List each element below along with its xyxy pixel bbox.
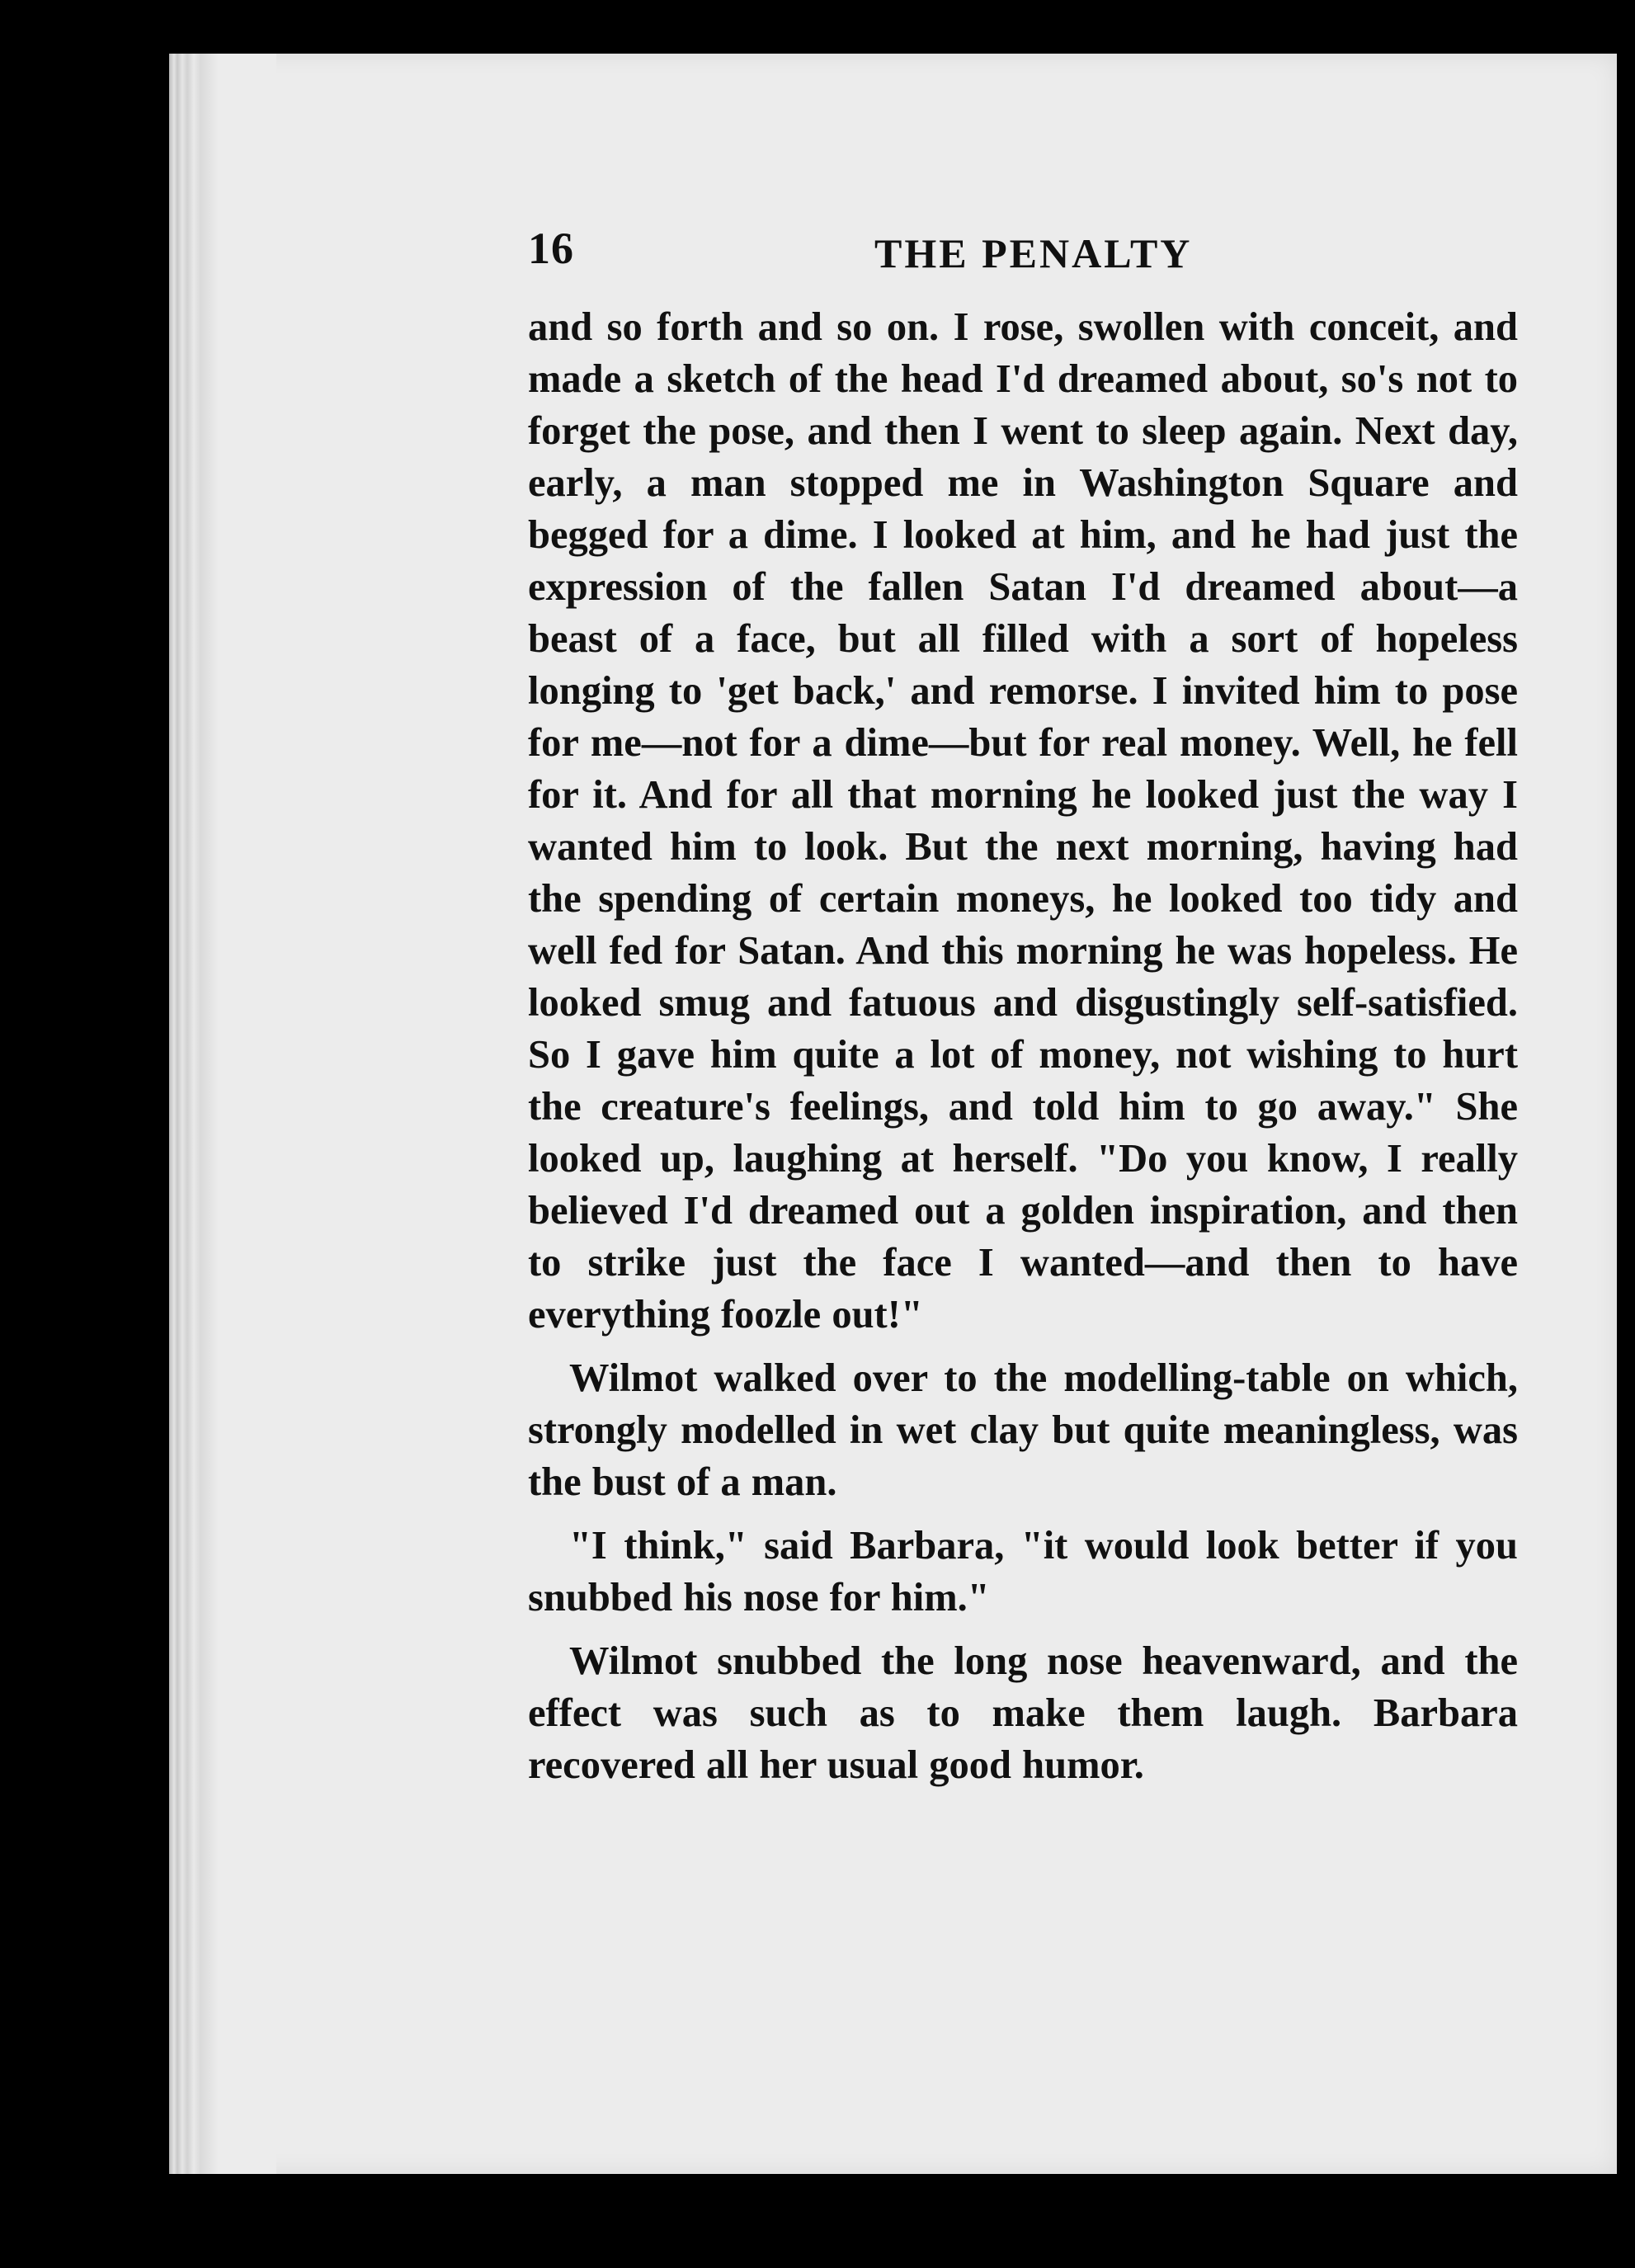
page-content	[528, 223, 1518, 1791]
running-title: THE PENALTY	[874, 230, 1193, 276]
paragraph-4: Wilmot snubbed the long nose heavenward, and the effect was such as to make them laugh. Barbara recovered all her usual good humor.	[528, 1639, 1518, 1787]
paragraph-1: and so forth and so on. I rose, swollen with conceit, and made a sketch of the head I'd dreamed about, so's not to forget the pose, and then I went to sleep again. Next day, early, a man stopped me in Washington Square and begged for a dime. I looked at him, and he had just the expression of the fallen Satan I'd dreamed about—a beast of a face, but all filled with a sort of hopeless longing to 'get back,' and remorse. I invited him to pose for me—not for a dime—but for real money. Well, he fell for it. And for all that morning he looked just the way I wanted him to look. But the next morning, having had the spending of certain moneys, he looked too tidy and well fed for Satan. And this morning he was hopeless. He looked smug and fatuous and disgustingly self-satisfied. So I gave him quite a lot of money, not wishing to hurt the creature's feelings, and told him to go away." She looked up, laughing at herself. "Do you know, I really believed I'd dreamed out a golden inspiration, and then to strike just the face I wanted—and then to have everything foozle out!"	[528, 305, 1518, 1337]
running-head	[528, 223, 1518, 301]
paragraph-3: "I think," said Barbara, "it would look better if you snubbed his nose for him."	[528, 1524, 1518, 1620]
page-gutter-edge	[169, 54, 276, 2174]
paragraph-2: Wilmot walked over to the modelling-table on which, strongly modelled in wet clay but quite meaningless, was the bust of a man.	[528, 1356, 1518, 1504]
page-number: 16	[528, 224, 574, 273]
